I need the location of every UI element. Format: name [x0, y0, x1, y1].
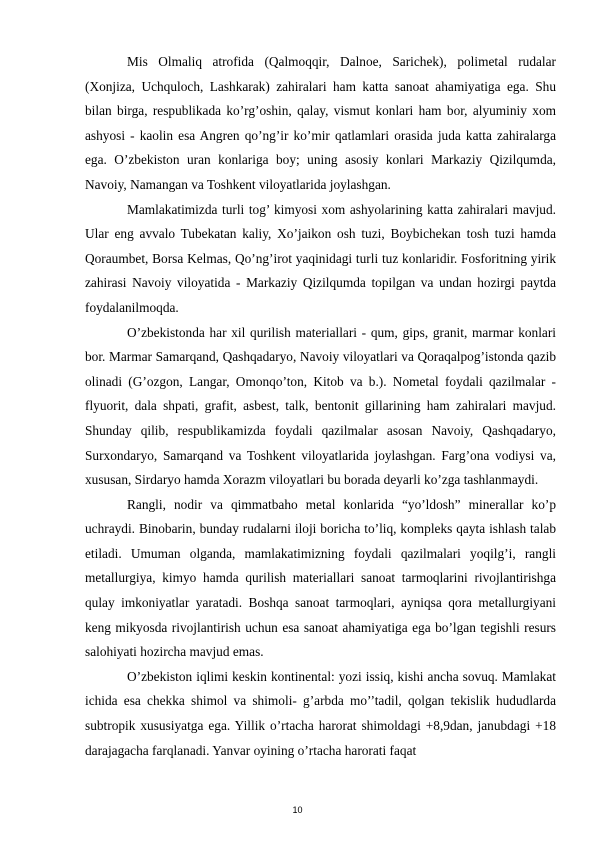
paragraph-rare-metals: Rangli, nodir va qimmatbaho metal konlarida “yo’ldosh” minerallar ko’p uchraydi. Binobarin, bunday rudalarni iloji boricha to’liq, kompleks qayta ishlash talab etiladi. Umuman olganda, mamlakatimizning foydali qazilmalari yoqilg’i, rangli metallurgiya, kimyo hamda qurilish materiallari sanoat tarmoqlarini rivojlantirishga qulay imkoniyatlar yaratadi. Boshqa sanoat tarmoqlari, ayniqsa qora metallurgiyani keng mikyosda rivojlantirish uchun esa sanoat ahamiyatiga ega bo’lgan tegishli resurs salohiyati hozircha mavjud emas.	[85, 496, 556, 660]
paragraph-climate: O’zbekiston iqlimi keskin kontinental: yozi issiq, kishi ancha sovuq. Mamlakat ichida esa chekka shimol va shimoli- g’arbda mo’’tadil, qolgan tekislik hududlarda subtropik xususiyatga ega. Yillik o’rtacha harorat shimoldagi +8,9dan, janubdagi +18 darajagacha farqlanadi. Yanvar oyining o’rtacha harorati faqat	[85, 668, 556, 758]
document-body	[85, 50, 556, 763]
paragraph-mineral-deposits: Mis Olmaliq atrofida (Qalmoqqir, Dalnoe, Sarichek), polimetal rudalar (Xonjiza, Uchquloch, Lashkarak) zahiralari ham katta sanoat ahamiyatiga ega. Shu bilan birga, respublikada ko’rg’oshin, qalay, vismut konlari ham bor, alyuminiy xom ashyosi - kaolin esa Angren qo’ng’ir ko’mir qatlamlari orasida juda katta zahiralarga ega. O’zbekiston uran konlariga boy; uning asosiy konlari Markaziy Qizilqumda, Navoiy, Namangan va Toshkent viloyatlarida joylashgan.	[85, 54, 556, 192]
paragraph-chemical-raw-materials: Mamlakatimizda turli tog’ kimyosi xom ashyolarining katta zahiralari mavjud. Ular eng avvalo Tubekatan kaliy, Xo’jaikon osh tuzi, Boybichekan tosh tuzi hamda Qoraumbet, Borsa Kelmas, Qo’ng’irot yaqinidagi turli tuz konlaridir. Fosforitning yirik zahirasi Navoiy viloyatida - Markaziy Qizilqumda topilgan va undan hozirgi paytda foydalanilmoqda.	[85, 201, 556, 315]
page-number: 10	[292, 805, 303, 815]
paragraph-construction-materials: O’zbekistonda har xil qurilish materiallari - qum, gips, granit, marmar konlari bor. Marmar Samarqand, Qashqadaryo, Navoiy viloyatlari va Qoraqalpog’istonda qazib olinadi (G’ozgon, Langar, Omonqo’ton, Kitob va b.). Nometal foydali qazilmalar - flyuorit, dala shpati, grafit, asbest, talk, bentonit gillarining ham zahiralari mavjud. Shunday qilib, respublikamizda foydali qazilmalar asosan Navoiy, Qashqadaryo, Surxondaryo, Samarqand va Toshkent viloyatlarida joylashgan. Farg’ona vodiysi va, xususan, Sirdaryo hamda Xorazm viloyatlari bu borada deyarli ko’zga tashlanmaydi.	[85, 324, 556, 488]
